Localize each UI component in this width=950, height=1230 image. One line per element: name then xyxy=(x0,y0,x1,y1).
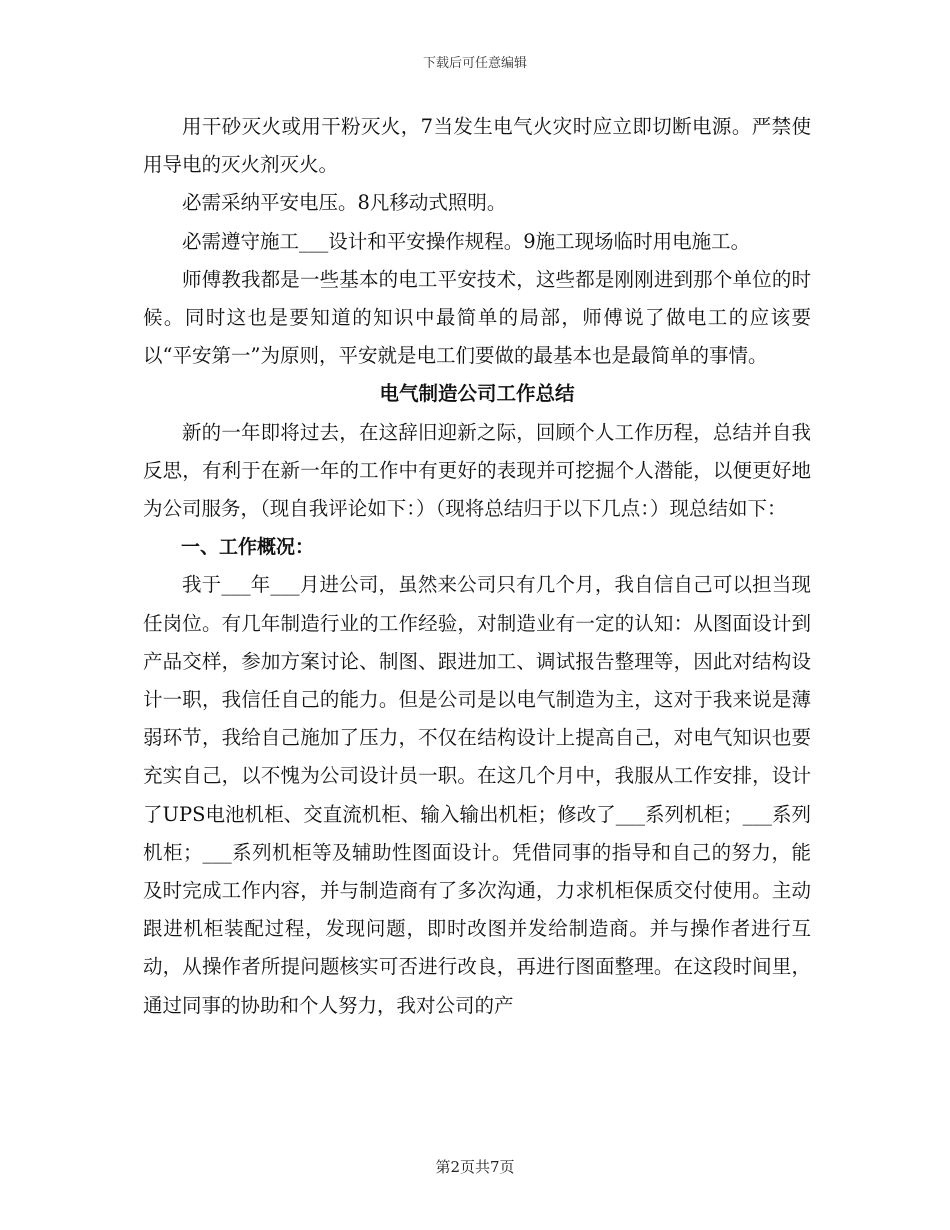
paragraph-master-teaching: 师傅教我都是一些基本的电工平安技术，这些都是刚刚进到那个单位的时候。同时这也是要知道的知识中最简单的局部，师傅说了做电工的应该要以“平安第一”为原则，平安就是电工们要做的最基本也是最简单的事情。 xyxy=(143,267,811,368)
paragraph-fire-safety: 用干砂灭火或用干粉灭火，7当发生电气火灾时应立即切断电源。严禁使用导电的灭火剂灭火。 xyxy=(143,115,811,177)
paragraph-safe-voltage: 必需采纳平安电压。8凡移动式照明。 xyxy=(182,191,507,215)
page-header: 下载后可任意编辑 xyxy=(422,56,527,71)
document-body xyxy=(143,108,811,1025)
page-number: 第2页共7页 xyxy=(435,1158,515,1176)
section-title: 电气制造公司工作总结 xyxy=(379,382,575,406)
paragraph-intro: 新的一年即将过去，在这辞旧迎新之际，回顾个人工作历程，总结并自我反思，有利于在新一年的工作中有更好的表现并可挖掘个人潜能，以便更好地为公司服务，（现自我评论如下：）（现将总结归于以下几点：）现总结如下： xyxy=(143,420,811,521)
paragraph-work-overview: 我于___年___月进公司，虽然来公司只有几个月，我自信自己可以担当现任岗位。有几年制造行业的工作经验，对制造业有一定的认知：从图面设计到产品交样，参加方案讨论、制图、跟进加工、调试报告整理等，因此对结构设计一职，我信任自己的能力。但是公司是以电气制造为主，这对于我来说是薄弱环节，我给自己施加了压力，不仅在结构设计上提高自己，对电气知识也要充实自己，以不愧为公司设计员一职。在这几个月中，我服从工作安排，设计了UPS电池机柜、交直流机柜、输入输出机柜；修改了___系列机柜；___系列机柜；___系列机柜等及辅助性图面设计。凭借同事的指导和自己的努力，能及时完成工作内容，并与制造商有了多次沟通，力求机柜保质交付使用。主动跟进机柜装配过程，发现问题，即时改图并发给制造商。并与操作者进行互动，从操作者所提问题核实可否进行改良，再进行图面整理。在这段时间里，通过同事的协助和个人努力，我对公司的产 xyxy=(143,573,811,1017)
paragraph-construction-rules: 必需遵守施工___设计和平安操作规程。9施工现场临时用电施工。 xyxy=(182,229,751,253)
heading-work-overview: 一、工作概况： xyxy=(181,536,315,559)
